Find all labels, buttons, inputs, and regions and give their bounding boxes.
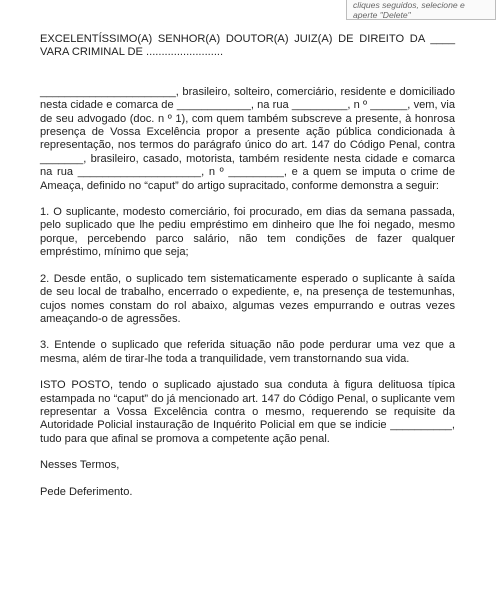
- paragraph-qualification: ______________________, brasileiro, solteiro, comerciário, residente e domiciliado nesta cidade e comarca de ____________, na rua _________, n º ______, vem, via de seu advogado (doc. n º 1), com quem também subscreve a presente, à honrosa presença de Vossa Excelência propor a presente ação pública condicionada à representação, nos termos do parágrafo único do art. 147 do Código Penal, contra _______, brasileiro, casado, motorista, também residente nesta cidade e comarca na rua ____________________, n º _________, e a quem se imputa o crime de Ameaça, definido no “caput” do artigo supracitado, conforme demonstra a seguir:: [40, 85, 455, 192]
- instruction-note: [346, 0, 496, 20]
- petition-document: [40, 33, 455, 512]
- instruction-note-line-1: cliques seguidos, selecione e: [353, 0, 465, 10]
- paragraph-fact-3: 3. Entende o suplicado que referida situação não pode perdurar uma vez que a mesma, além de tirar-lhe toda a tranquilidade, vem transtornando sua vida.: [40, 339, 455, 365]
- document-heading: EXCELENTÍSSIMO(A) SENHOR(A) DOUTOR(A) JUIZ(A) DE DIREITO DA ____ VARA CRIMINAL DE .........................: [40, 33, 455, 59]
- paragraph-fact-1: 1. O suplicante, modesto comerciário, foi procurado, em dias da semana passada, pelo suplicado que lhe pediu empréstimo em dinheiro que lhe foi negado, mesmo porque, percebendo parco salário, não tem condições de fazer qualquer empréstimo, mínimo que seja;: [40, 206, 455, 259]
- closing-terms: Nesses Termos,: [40, 459, 120, 472]
- paragraph-request: ISTO POSTO, tendo o suplicado ajustado sua conduta à figura delituosa típica estampada no “caput” do já mencionado art. 147 do Código Penal, o suplicante vem representar a Vossa Excelência contra o mesmo, requerendo se requisite da Autoridade Policial instauração de Inquérito Policial em que se indicie __________, tudo para que afinal se promova a competente ação penal.: [40, 379, 455, 445]
- paragraph-fact-2: 2. Desde então, o suplicado tem sistematicamente esperado o suplicante à saída de seu local de trabalho, encerrado o expediente, e, na presença de testemunhas, cujos nomes constam do rol abaixo, algumas vezes empurrando e outras vezes ameaçando-o de agressões.: [40, 272, 455, 325]
- instruction-note-line-2: aperte "Delete": [353, 10, 411, 20]
- closing-request: Pede Deferimento.: [40, 485, 133, 498]
